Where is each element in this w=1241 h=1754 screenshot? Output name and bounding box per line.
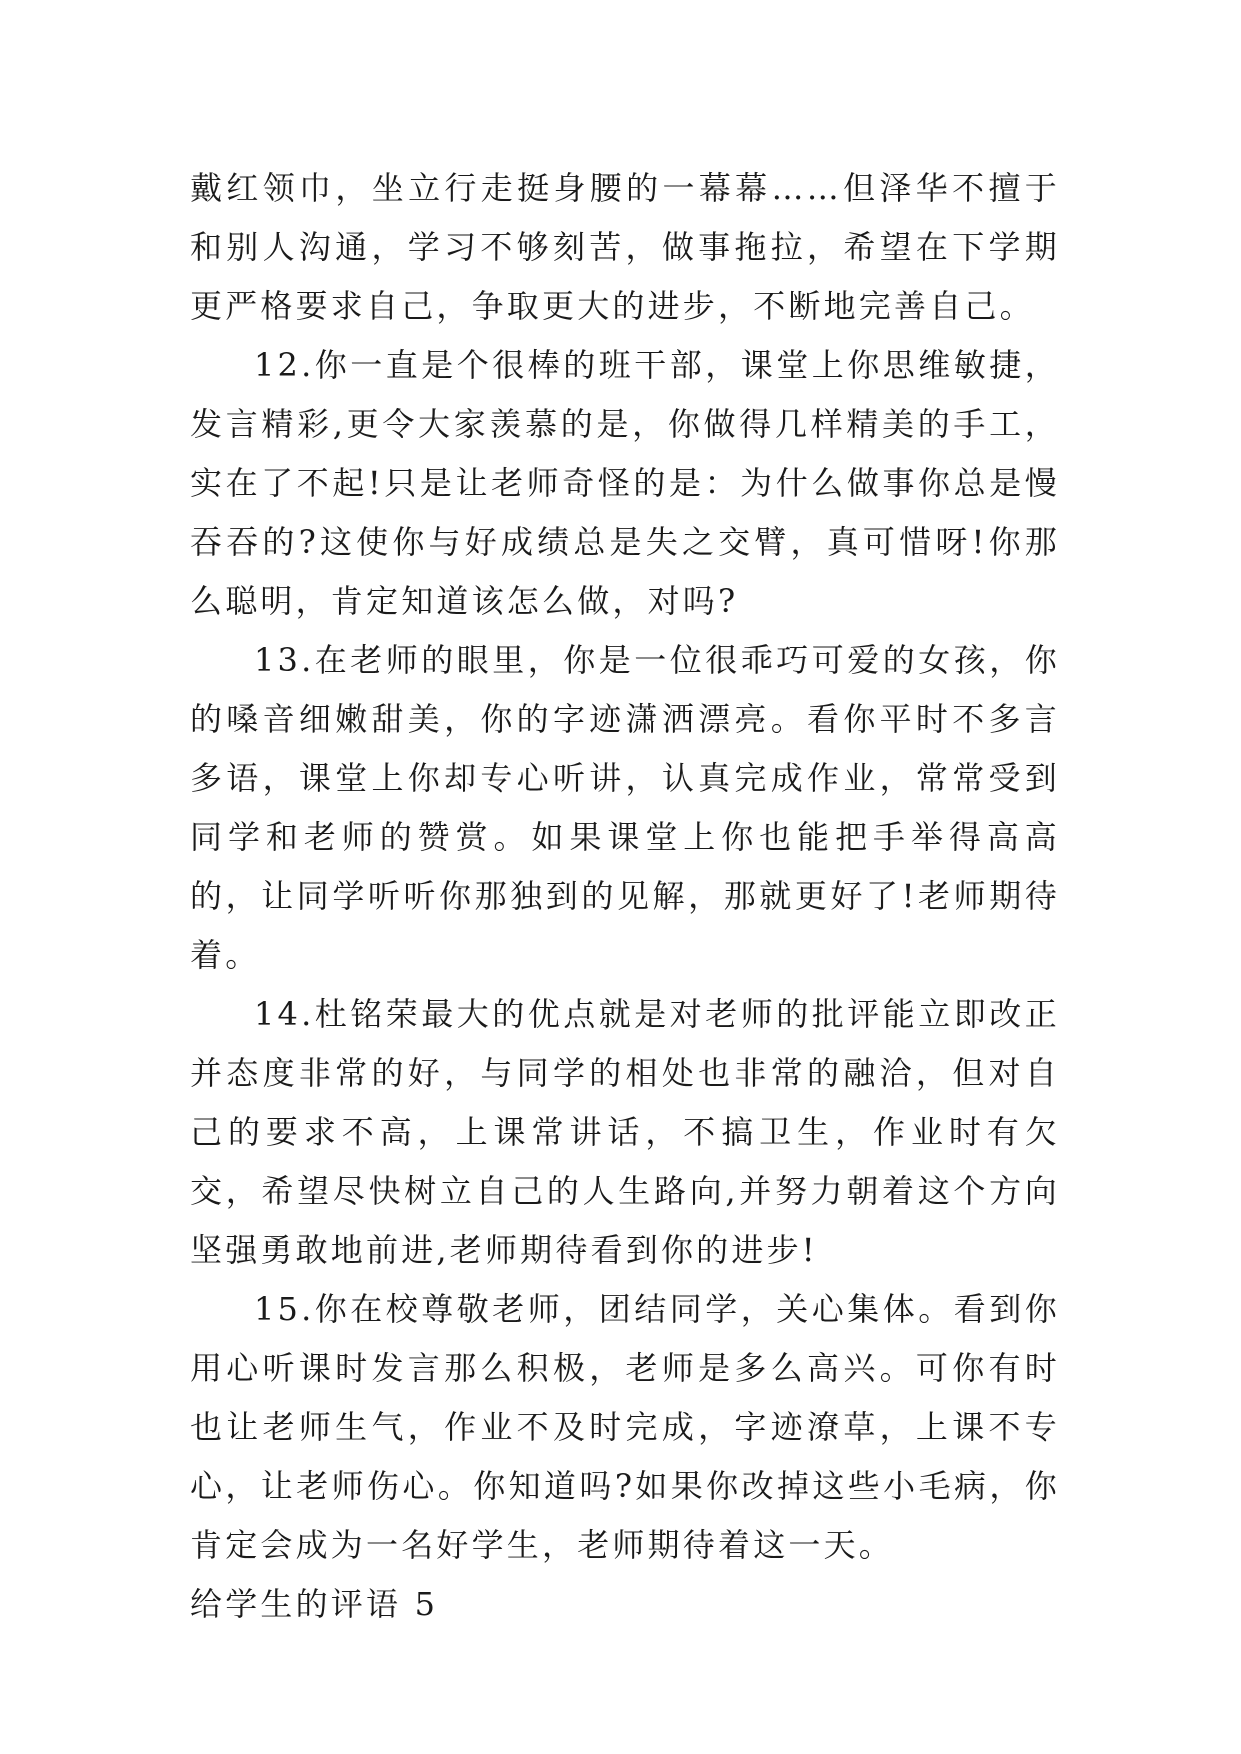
paragraph-comment-13: 13.在老师的眼里，你是一位很乖巧可爱的女孩，你的嗓音细嫩甜美，你的字迹潇洒漂亮。看你平时不多言多语，课堂上你却专心听讲，认真完成作业，常常受到同学和老师的赞赏。如果课堂上你也能把手举得高高的，让同学听听你那独到的见解，那就更好了!老师期待着。	[190, 641, 1060, 974]
paragraph-comment-15: 15.你在校尊敬老师，团结同学，关心集体。看到你用心听课时发言那么积极，老师是多么高兴。可你有时也让老师生气，作业不及时完成，字迹潦草，上课不专心，让老师伤心。你知道吗?如果你改掉这些小毛病，你肯定会成为一名好学生，老师期待着这一天。	[190, 1290, 1060, 1564]
document-page	[190, 159, 1060, 1634]
paragraph-comment-12: 12.你一直是个很棒的班干部，课堂上你思维敏捷，发言精彩,更令大家羡慕的是，你做得几样精美的手工，实在了不起!只是让老师奇怪的是：为什么做事你总是慢吞吞的?这使你与好成绩总是失之交臂，真可惜呀!你那么聪明，肯定知道该怎么做，对吗?	[190, 346, 1060, 620]
section-heading: 给学生的评语 5	[190, 1585, 439, 1623]
paragraph-comment-14: 14.杜铭荣最大的优点就是对老师的批评能立即改正并态度非常的好，与同学的相处也非常的融洽，但对自己的要求不高，上课常讲话，不搞卫生，作业时有欠交，希望尽快树立自己的人生路向,并努力朝着这个方向坚强勇敢地前进,老师期待看到你的进步!	[190, 995, 1060, 1269]
paragraph-continued: 戴红领巾，坐立行走挺身腰的一幕幕……但泽华不擅于和别人沟通，学习不够刻苦，做事拖拉，希望在下学期更严格要求自己，争取更大的进步，不断地完善自己。	[190, 169, 1060, 325]
